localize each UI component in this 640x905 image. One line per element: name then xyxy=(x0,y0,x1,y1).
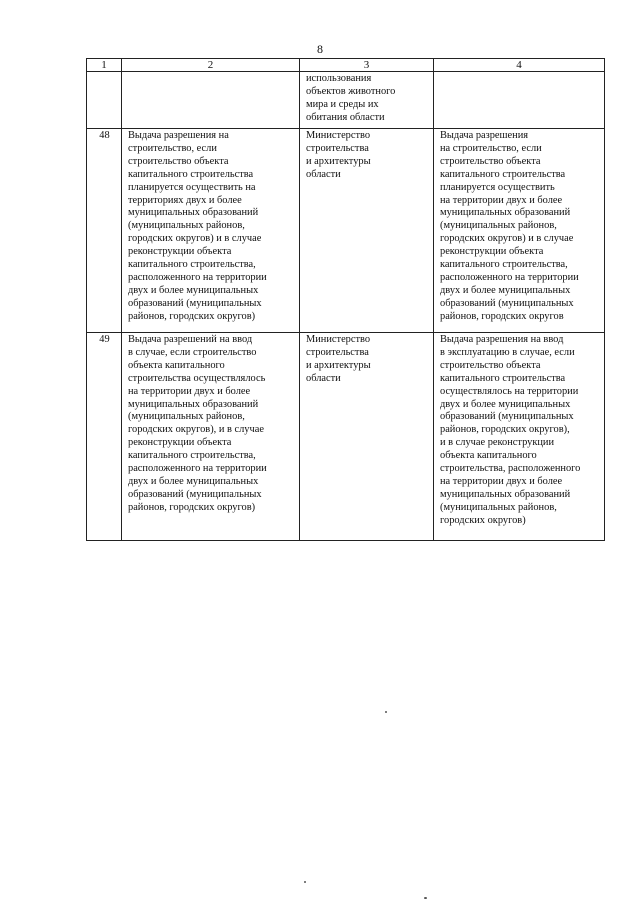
cell-text-line: капитального строительства xyxy=(128,168,254,180)
cell-text-line: строительство, если xyxy=(128,142,217,154)
cell-col3 xyxy=(300,72,434,129)
cell-text-line: Министерство xyxy=(306,130,371,141)
cell-text-line: капитального строительства, xyxy=(440,259,568,271)
cell-text-line: использования xyxy=(306,73,372,84)
table-row xyxy=(87,72,605,129)
cell-text-line: капитального строительства xyxy=(440,168,566,180)
cell-text-line: и в случае реконструкции xyxy=(440,437,555,449)
page-number: 8 xyxy=(317,42,323,56)
cell-text-line: Выдача разрешения на ввод xyxy=(440,334,564,345)
cell-col4 xyxy=(434,72,605,129)
header-col-1: 1 xyxy=(87,59,122,72)
cell-text-line: строительство объекта xyxy=(440,359,541,371)
cell-text-line: районов, городских округов), xyxy=(440,424,570,436)
cell-text-line: и архитектуры xyxy=(306,359,371,371)
table-row xyxy=(87,333,605,541)
cell-text-line: Министерство xyxy=(306,334,371,345)
cell-text-line: строительство объекта xyxy=(128,155,229,167)
cell-text-line: городских округов) и в случае xyxy=(128,233,262,245)
cell-text-line: области xyxy=(306,168,341,180)
cell-text-line: двух и более муниципальных xyxy=(128,284,259,296)
cell-col4 xyxy=(434,129,605,333)
cell-text-line: городских округов), и в случае xyxy=(128,424,264,436)
cell-text-line: (муниципальных районов, xyxy=(440,501,557,513)
cell-text-line: городских округов) xyxy=(440,514,526,526)
cell-text-line: в случае, если строительство xyxy=(128,346,257,358)
cell-text-line: объекта капитального xyxy=(440,450,537,462)
cell-text-line: муниципальных образований xyxy=(440,488,571,500)
cell-text-line: муниципальных образований xyxy=(128,398,259,410)
scan-speck xyxy=(424,897,427,899)
cell-text-line: городских округов) и в случае xyxy=(440,233,574,245)
cell-text-line: Выдача разрешения xyxy=(440,130,529,141)
header-col-3: 3 xyxy=(300,59,434,72)
scan-speck xyxy=(304,881,306,883)
cell-text-line: на территории двух и более xyxy=(128,385,251,397)
cell-col2 xyxy=(122,72,300,129)
cell-text-line: Выдача разрешения на xyxy=(128,130,229,141)
cell-text-line: осуществлялось на территории xyxy=(440,385,579,397)
cell-text-line: на территории двух и более xyxy=(440,475,563,487)
cell-text-line: на строительство, если xyxy=(440,142,542,154)
cell-text-line: объекта капитального xyxy=(128,359,225,371)
cell-col4 xyxy=(434,333,605,541)
cell-text-line: образований (муниципальных xyxy=(128,297,262,309)
cell-text-line: области xyxy=(306,372,341,384)
cell-col2 xyxy=(122,129,300,333)
cell-text-line: двух и более муниципальных xyxy=(440,398,571,410)
cell-text-line: (муниципальных районов, xyxy=(440,220,557,232)
cell-text-line: реконструкции объекта xyxy=(128,246,232,258)
cell-text-line: районов, городских округов xyxy=(440,310,564,322)
cell-text-line: реконструкции объекта xyxy=(128,437,232,449)
cell-text-line: строительства xyxy=(306,142,369,154)
cell-text-line: муниципальных образований xyxy=(440,207,571,219)
cell-text-line: расположенного на территории xyxy=(440,271,579,283)
header-col-4: 4 xyxy=(434,59,605,72)
cell-text-line: строительство объекта xyxy=(440,155,541,167)
cell-text-line: в эксплуатацию в случае, если xyxy=(440,346,575,358)
row-number: 49 xyxy=(87,333,122,541)
cell-text-line: двух и более муниципальных xyxy=(128,475,259,487)
row-number xyxy=(87,72,122,129)
cell-text-line: двух и более муниципальных xyxy=(440,284,571,296)
cell-text-line: районов, городских округов) xyxy=(128,501,256,513)
cell-text-line: образований (муниципальных xyxy=(128,488,262,500)
table-header-row xyxy=(87,59,605,72)
cell-text-line: объектов животного xyxy=(306,85,396,97)
cell-text-line: планируется осуществить xyxy=(440,181,555,193)
cell-text-line: Выдача разрешений на ввод xyxy=(128,334,253,345)
cell-col2 xyxy=(122,333,300,541)
cell-text-line: (муниципальных районов, xyxy=(128,220,245,232)
cell-text-line: планируется осуществить на xyxy=(128,181,256,193)
cell-text-line: капитального строительства xyxy=(440,372,566,384)
cell-text-line: обитания области xyxy=(306,111,385,123)
cell-text-line: образований (муниципальных xyxy=(440,297,574,309)
cell-text-line: территориях двух и более xyxy=(128,194,242,206)
document-table xyxy=(86,58,605,541)
cell-text-line: на территории двух и более xyxy=(440,194,563,206)
cell-text-line: капитального строительства, xyxy=(128,259,256,271)
cell-text-line: строительства осуществлялось xyxy=(128,372,266,384)
cell-text-line: и архитектуры xyxy=(306,155,371,167)
cell-text-line: районов, городских округов) xyxy=(128,310,256,322)
cell-text-line: (муниципальных районов, xyxy=(128,411,245,423)
table-row xyxy=(87,129,605,333)
row-number: 48 xyxy=(87,129,122,333)
cell-text-line: расположенного на территории xyxy=(128,271,267,283)
cell-text-line: капитального строительства, xyxy=(128,450,256,462)
cell-col3 xyxy=(300,333,434,541)
cell-text-line: строительства xyxy=(306,346,369,358)
cell-text-line: строительства, расположенного xyxy=(440,463,581,475)
cell-text-line: образований (муниципальных xyxy=(440,411,574,423)
cell-col3 xyxy=(300,129,434,333)
scan-speck xyxy=(385,711,387,713)
cell-text-line: муниципальных образований xyxy=(128,207,259,219)
cell-text-line: реконструкции объекта xyxy=(440,246,544,258)
cell-text-line: расположенного на территории xyxy=(128,463,267,475)
cell-text-line: мира и среды их xyxy=(306,98,379,110)
header-col-2: 2 xyxy=(122,59,300,72)
